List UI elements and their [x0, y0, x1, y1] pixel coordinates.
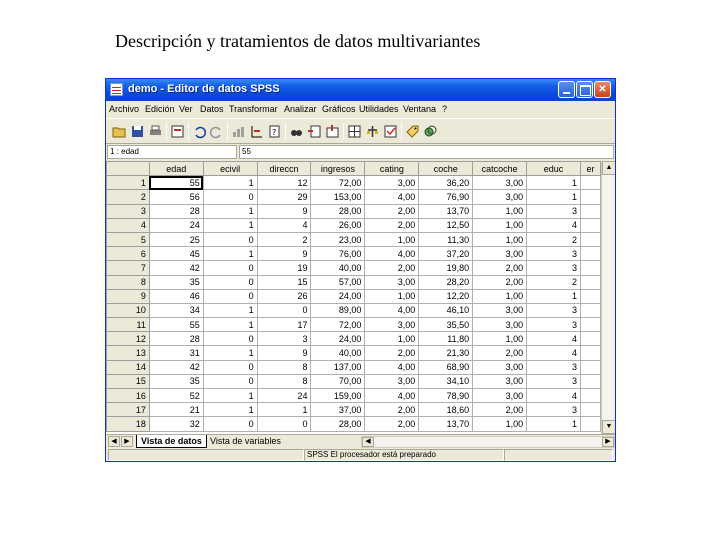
data-cell[interactable]: 0 [203, 261, 257, 275]
cell-value-input[interactable]: 55 [239, 145, 614, 159]
data-cell[interactable]: 21,30 [419, 346, 473, 360]
data-cell[interactable]: 1 [203, 303, 257, 317]
data-cell[interactable] [580, 360, 600, 374]
data-cell[interactable]: 8 [257, 360, 311, 374]
toolbar-separator [401, 123, 402, 140]
data-cell[interactable]: 42 [149, 261, 203, 275]
data-cell[interactable]: 1,00 [473, 289, 527, 303]
toolbar-separator [227, 123, 228, 140]
data-cell[interactable]: 55 [149, 318, 203, 332]
insert-case-icon[interactable] [307, 124, 322, 139]
data-cell[interactable]: 24,00 [311, 332, 365, 346]
table-row [107, 360, 601, 374]
data-cell[interactable]: 34 [149, 303, 203, 317]
data-cell[interactable]: 8 [257, 374, 311, 388]
data-cell[interactable]: 76,90 [419, 190, 473, 204]
data-cell[interactable]: 29 [257, 190, 311, 204]
table-row [107, 389, 601, 403]
spss-window [105, 78, 616, 462]
data-cell[interactable] [580, 176, 600, 190]
data-cell[interactable]: 36,20 [419, 176, 473, 190]
data-cell[interactable]: 72,00 [311, 318, 365, 332]
data-cell[interactable]: 1 [203, 204, 257, 218]
table-row [107, 374, 601, 388]
row-header[interactable]: 12 [107, 332, 150, 346]
print-icon[interactable] [148, 124, 163, 139]
data-cell[interactable]: 2,00 [365, 346, 419, 360]
view-tabs [106, 434, 615, 448]
row-header[interactable]: 1 [107, 176, 150, 190]
maximize-button[interactable] [576, 81, 593, 98]
data-cell[interactable]: 153,00 [311, 190, 365, 204]
data-cell[interactable]: 31 [149, 346, 203, 360]
data-cell[interactable]: 1,00 [365, 232, 419, 246]
data-cell[interactable]: 0 [203, 360, 257, 374]
data-cell[interactable]: 28 [149, 332, 203, 346]
data-cell[interactable]: 40,00 [311, 261, 365, 275]
save-icon[interactable] [130, 124, 145, 139]
data-cell[interactable]: 35,50 [419, 318, 473, 332]
data-cell[interactable]: 3,00 [473, 360, 527, 374]
data-cell[interactable]: 1 [527, 176, 581, 190]
column-header[interactable]: coche [419, 162, 473, 176]
data-cell[interactable]: 2,00 [365, 417, 419, 431]
data-cell[interactable]: 40,00 [311, 346, 365, 360]
row-header[interactable]: 6 [107, 247, 150, 261]
title-bar[interactable] [106, 79, 615, 101]
data-cell[interactable]: 1 [203, 176, 257, 190]
data-cell[interactable]: 3 [527, 204, 581, 218]
data-cell[interactable]: 24 [149, 218, 203, 232]
data-cell[interactable]: 23,00 [311, 232, 365, 246]
data-cell[interactable]: 3 [527, 261, 581, 275]
data-cell[interactable] [580, 261, 600, 275]
data-cell[interactable]: 2 [527, 275, 581, 289]
goto-case-icon[interactable] [249, 124, 264, 139]
row-header[interactable]: 16 [107, 389, 150, 403]
status-left-pane [108, 449, 304, 461]
data-cell[interactable]: 9 [257, 247, 311, 261]
scroll-left-arrow-icon[interactable]: ◀ [362, 437, 374, 447]
weight-cases-icon[interactable] [365, 124, 380, 139]
data-cell[interactable]: 11,30 [419, 232, 473, 246]
data-cell[interactable]: 1 [203, 247, 257, 261]
data-cell[interactable]: 19 [257, 261, 311, 275]
data-cell[interactable]: 0 [257, 417, 311, 431]
spss-app-icon [110, 83, 123, 96]
data-cell[interactable]: 2 [257, 232, 311, 246]
data-cell[interactable]: 1,00 [473, 332, 527, 346]
row-header[interactable]: 13 [107, 346, 150, 360]
data-cell[interactable] [580, 374, 600, 388]
data-cell[interactable]: 46,10 [419, 303, 473, 317]
data-cell[interactable]: 3,00 [365, 176, 419, 190]
data-cell[interactable] [580, 417, 600, 431]
data-cell[interactable] [580, 289, 600, 303]
table-row [107, 247, 601, 261]
data-cell[interactable]: 4 [527, 218, 581, 232]
tab-prev-arrow-icon[interactable]: ◀ [108, 436, 120, 447]
row-header[interactable]: 7 [107, 261, 150, 275]
data-cell[interactable]: 2,00 [473, 261, 527, 275]
data-cell[interactable]: 57,00 [311, 275, 365, 289]
data-cell[interactable]: 4,00 [365, 190, 419, 204]
data-cell[interactable]: 1 [203, 318, 257, 332]
data-cell[interactable]: 76,00 [311, 247, 365, 261]
menu-archivo[interactable]: Archivo [109, 104, 140, 114]
redo-icon[interactable] [209, 124, 224, 139]
data-cell[interactable]: 68,90 [419, 360, 473, 374]
data-cell[interactable]: 12,50 [419, 218, 473, 232]
menu-analizar[interactable]: Analizar [284, 104, 317, 114]
data-cell[interactable]: 52 [149, 389, 203, 403]
table-row [107, 261, 601, 275]
toolbar-separator [188, 123, 189, 140]
table-row [107, 332, 601, 346]
data-cell[interactable] [580, 318, 600, 332]
data-cell[interactable]: 3,00 [473, 389, 527, 403]
data-cell[interactable]: 3 [257, 332, 311, 346]
data-cell[interactable]: 3,00 [473, 190, 527, 204]
data-cell[interactable]: 12,20 [419, 289, 473, 303]
data-cell[interactable]: 2 [527, 232, 581, 246]
data-cell[interactable] [580, 275, 600, 289]
tab-variable-view[interactable]: Vista de variables [210, 436, 281, 446]
data-cell[interactable]: 0 [203, 289, 257, 303]
data-cell[interactable]: 3,00 [473, 247, 527, 261]
data-cell[interactable]: 2,00 [365, 403, 419, 417]
corner-cell[interactable] [107, 162, 150, 176]
row-header[interactable]: 4 [107, 218, 150, 232]
data-cell[interactable]: 72,00 [311, 176, 365, 190]
menu-bar [106, 101, 615, 118]
find-icon[interactable] [289, 124, 304, 139]
data-cell[interactable] [580, 389, 600, 403]
data-cell[interactable]: 17 [257, 318, 311, 332]
menu-datos[interactable]: Datos [200, 104, 224, 114]
table-row [107, 218, 601, 232]
data-cell[interactable]: 37,20 [419, 247, 473, 261]
data-cell[interactable]: 2,00 [473, 403, 527, 417]
data-cell[interactable]: 2,00 [473, 275, 527, 289]
table-row [107, 275, 601, 289]
data-cell[interactable]: 3,00 [473, 318, 527, 332]
column-header[interactable]: cating [365, 162, 419, 176]
data-cell[interactable]: 25 [149, 232, 203, 246]
row-header[interactable]: 14 [107, 360, 150, 374]
dialog-recall-icon[interactable] [170, 124, 185, 139]
menu-graficos[interactable]: Gráficos [322, 104, 356, 114]
data-cell[interactable] [580, 303, 600, 317]
data-cell[interactable]: 9 [257, 346, 311, 360]
vertical-scrollbar[interactable] [601, 161, 615, 434]
table-row [107, 403, 601, 417]
row-header[interactable]: 18 [107, 417, 150, 431]
menu-ver[interactable]: Ver [179, 104, 193, 114]
window-title: demo - Editor de datos SPSS [128, 83, 280, 95]
cell-editor-bar [106, 144, 615, 160]
table-row [107, 303, 601, 317]
data-cell[interactable]: 18,60 [419, 403, 473, 417]
data-cell[interactable]: 4,00 [365, 303, 419, 317]
data-cell[interactable]: 0 [203, 332, 257, 346]
data-cell[interactable] [580, 332, 600, 346]
data-cell[interactable]: 9 [257, 204, 311, 218]
data-cell[interactable]: 3,00 [473, 374, 527, 388]
menu-edicion[interactable]: Edición [145, 104, 175, 114]
data-cell[interactable]: 26 [257, 289, 311, 303]
column-header[interactable]: ecivil [203, 162, 257, 176]
data-cell[interactable]: 4 [527, 389, 581, 403]
data-cell[interactable]: 3,00 [365, 275, 419, 289]
data-cell[interactable]: 0 [257, 303, 311, 317]
column-header[interactable]: er [580, 162, 600, 176]
table-row [107, 204, 601, 218]
data-cell[interactable]: 1 [203, 403, 257, 417]
data-cell[interactable]: 3,00 [365, 374, 419, 388]
data-cell[interactable]: 4 [527, 332, 581, 346]
data-cell[interactable]: 56 [149, 190, 203, 204]
row-header[interactable]: 3 [107, 204, 150, 218]
open-folder-icon[interactable] [112, 124, 127, 139]
data-cell[interactable]: 2,00 [365, 204, 419, 218]
data-cell[interactable]: 2,00 [365, 218, 419, 232]
data-cell[interactable]: 19,80 [419, 261, 473, 275]
data-cell[interactable]: 4 [257, 218, 311, 232]
data-cell[interactable]: 3 [527, 374, 581, 388]
data-cell[interactable]: 34,10 [419, 374, 473, 388]
column-header[interactable]: direccn [257, 162, 311, 176]
data-cell[interactable]: 3 [527, 403, 581, 417]
minimize-button[interactable] [558, 81, 575, 98]
row-header[interactable]: 10 [107, 303, 150, 317]
data-cell[interactable]: 11,80 [419, 332, 473, 346]
column-header[interactable]: edad [149, 162, 203, 176]
data-cell[interactable]: 46 [149, 289, 203, 303]
data-cell[interactable]: 28,00 [311, 417, 365, 431]
data-cell[interactable]: 0 [203, 417, 257, 431]
data-cell[interactable]: 1,00 [473, 218, 527, 232]
svg-text:?: ? [272, 128, 277, 137]
data-cell[interactable]: 55 [149, 176, 203, 190]
table-row [107, 190, 601, 204]
data-cell[interactable]: 1 [527, 289, 581, 303]
data-cell[interactable]: 1,00 [365, 289, 419, 303]
row-header[interactable]: 5 [107, 232, 150, 246]
data-cell[interactable]: 13,70 [419, 204, 473, 218]
data-cell[interactable]: 12 [257, 176, 311, 190]
table-row [107, 346, 601, 360]
data-cell[interactable]: 3,00 [365, 318, 419, 332]
data-cell[interactable] [580, 232, 600, 246]
data-cell[interactable]: 137,00 [311, 360, 365, 374]
data-cell[interactable] [580, 403, 600, 417]
row-header[interactable]: 15 [107, 374, 150, 388]
tab-data-view[interactable]: Vista de datos [136, 435, 207, 448]
data-cell[interactable]: 1 [527, 417, 581, 431]
data-cell[interactable]: 4,00 [365, 247, 419, 261]
data-cell[interactable]: 13,70 [419, 417, 473, 431]
data-cell[interactable]: 35 [149, 374, 203, 388]
variables-icon[interactable] [267, 124, 282, 139]
data-cell[interactable]: 1 [527, 190, 581, 204]
table-row [107, 289, 601, 303]
data-cell[interactable] [580, 204, 600, 218]
menu-ventana[interactable]: Ventana [403, 104, 437, 114]
value-labels-icon[interactable] [405, 124, 420, 139]
split-file-icon[interactable] [347, 124, 362, 139]
data-cell[interactable]: 70,00 [311, 374, 365, 388]
data-cell[interactable]: 2,00 [365, 261, 419, 275]
slide-title: Descripción y tratamientos de datos multivariantes [115, 31, 481, 51]
scroll-down-arrow-icon[interactable]: ▼ [602, 420, 616, 434]
data-cell[interactable]: 1,00 [365, 332, 419, 346]
column-header[interactable]: ingresos [311, 162, 365, 176]
scroll-right-arrow-icon[interactable]: ▶ [602, 437, 614, 447]
tab-next-arrow-icon[interactable]: ▶ [121, 436, 133, 447]
data-cell[interactable]: 1 [203, 346, 257, 360]
data-cell[interactable]: 3,00 [473, 303, 527, 317]
data-cell[interactable]: 3 [527, 303, 581, 317]
column-header[interactable]: catcoche [473, 162, 527, 176]
data-cell[interactable]: 1,00 [473, 204, 527, 218]
data-cell[interactable]: 42 [149, 360, 203, 374]
toolbar-separator [343, 123, 344, 140]
row-header[interactable]: 9 [107, 289, 150, 303]
toolbar-separator [166, 123, 167, 140]
row-header[interactable]: 17 [107, 403, 150, 417]
data-cell[interactable] [580, 247, 600, 261]
data-cell[interactable]: 2,00 [473, 346, 527, 360]
scroll-up-arrow-icon[interactable]: ▲ [602, 161, 616, 175]
row-header[interactable]: 8 [107, 275, 150, 289]
menu-transformar[interactable]: Transformar [229, 104, 278, 114]
data-grid [106, 161, 601, 434]
data-cell[interactable]: 28 [149, 204, 203, 218]
data-cell[interactable]: 45 [149, 247, 203, 261]
data-cell[interactable]: 3,00 [473, 176, 527, 190]
status-right-pane [504, 449, 613, 461]
data-cell[interactable] [580, 346, 600, 360]
data-cell[interactable]: 1,00 [473, 232, 527, 246]
data-cell[interactable]: 15 [257, 275, 311, 289]
data-cell[interactable]: 0 [203, 275, 257, 289]
data-cell[interactable]: 4,00 [365, 360, 419, 374]
data-cell[interactable]: 26,00 [311, 218, 365, 232]
row-header[interactable]: 2 [107, 190, 150, 204]
data-cell[interactable] [580, 190, 600, 204]
data-cell[interactable]: 1 [203, 389, 257, 403]
table-row [107, 232, 601, 246]
table-row [107, 176, 601, 190]
menu-utilidades[interactable]: Utilidades [359, 104, 399, 114]
data-cell[interactable]: 3 [527, 247, 581, 261]
data-cell[interactable]: 78,90 [419, 389, 473, 403]
close-button[interactable] [594, 81, 611, 98]
data-cell[interactable]: 1 [257, 403, 311, 417]
row-header[interactable]: 11 [107, 318, 150, 332]
use-sets-icon[interactable] [423, 124, 438, 139]
data-cell[interactable]: 159,00 [311, 389, 365, 403]
data-cell[interactable]: 32 [149, 417, 203, 431]
table-row [107, 417, 601, 431]
toolbar [106, 118, 615, 144]
data-cell[interactable]: 37,00 [311, 403, 365, 417]
data-cell[interactable]: 24,00 [311, 289, 365, 303]
data-cell[interactable]: 0 [203, 232, 257, 246]
data-cell[interactable]: 21 [149, 403, 203, 417]
data-cell[interactable]: 1,00 [473, 417, 527, 431]
data-cell[interactable]: 0 [203, 190, 257, 204]
toolbar-separator [285, 123, 286, 140]
data-cell[interactable]: 0 [203, 374, 257, 388]
undo-icon[interactable] [192, 124, 207, 139]
data-cell[interactable]: 89,00 [311, 303, 365, 317]
data-cell[interactable]: 28,20 [419, 275, 473, 289]
horizontal-scrollbar[interactable] [361, 436, 615, 448]
status-message: SPSS El procesador está preparado [304, 449, 504, 461]
data-cell[interactable]: 3 [527, 318, 581, 332]
menu-help[interactable]: ? [442, 104, 448, 114]
select-cases-icon[interactable] [383, 124, 398, 139]
data-cell[interactable] [580, 218, 600, 232]
data-cell[interactable]: 1 [203, 218, 257, 232]
cell-reference: 1 : edad [107, 145, 237, 159]
data-cell[interactable]: 28,00 [311, 204, 365, 218]
data-cell[interactable]: 24 [257, 389, 311, 403]
status-bar [106, 448, 615, 462]
data-cell[interactable]: 3 [527, 360, 581, 374]
data-cell[interactable]: 4 [527, 346, 581, 360]
data-cell[interactable]: 35 [149, 275, 203, 289]
chart-icon[interactable] [231, 124, 246, 139]
insert-variable-icon[interactable] [325, 124, 340, 139]
data-cell[interactable]: 4,00 [365, 389, 419, 403]
table-row [107, 318, 601, 332]
column-header[interactable]: educ [527, 162, 581, 176]
